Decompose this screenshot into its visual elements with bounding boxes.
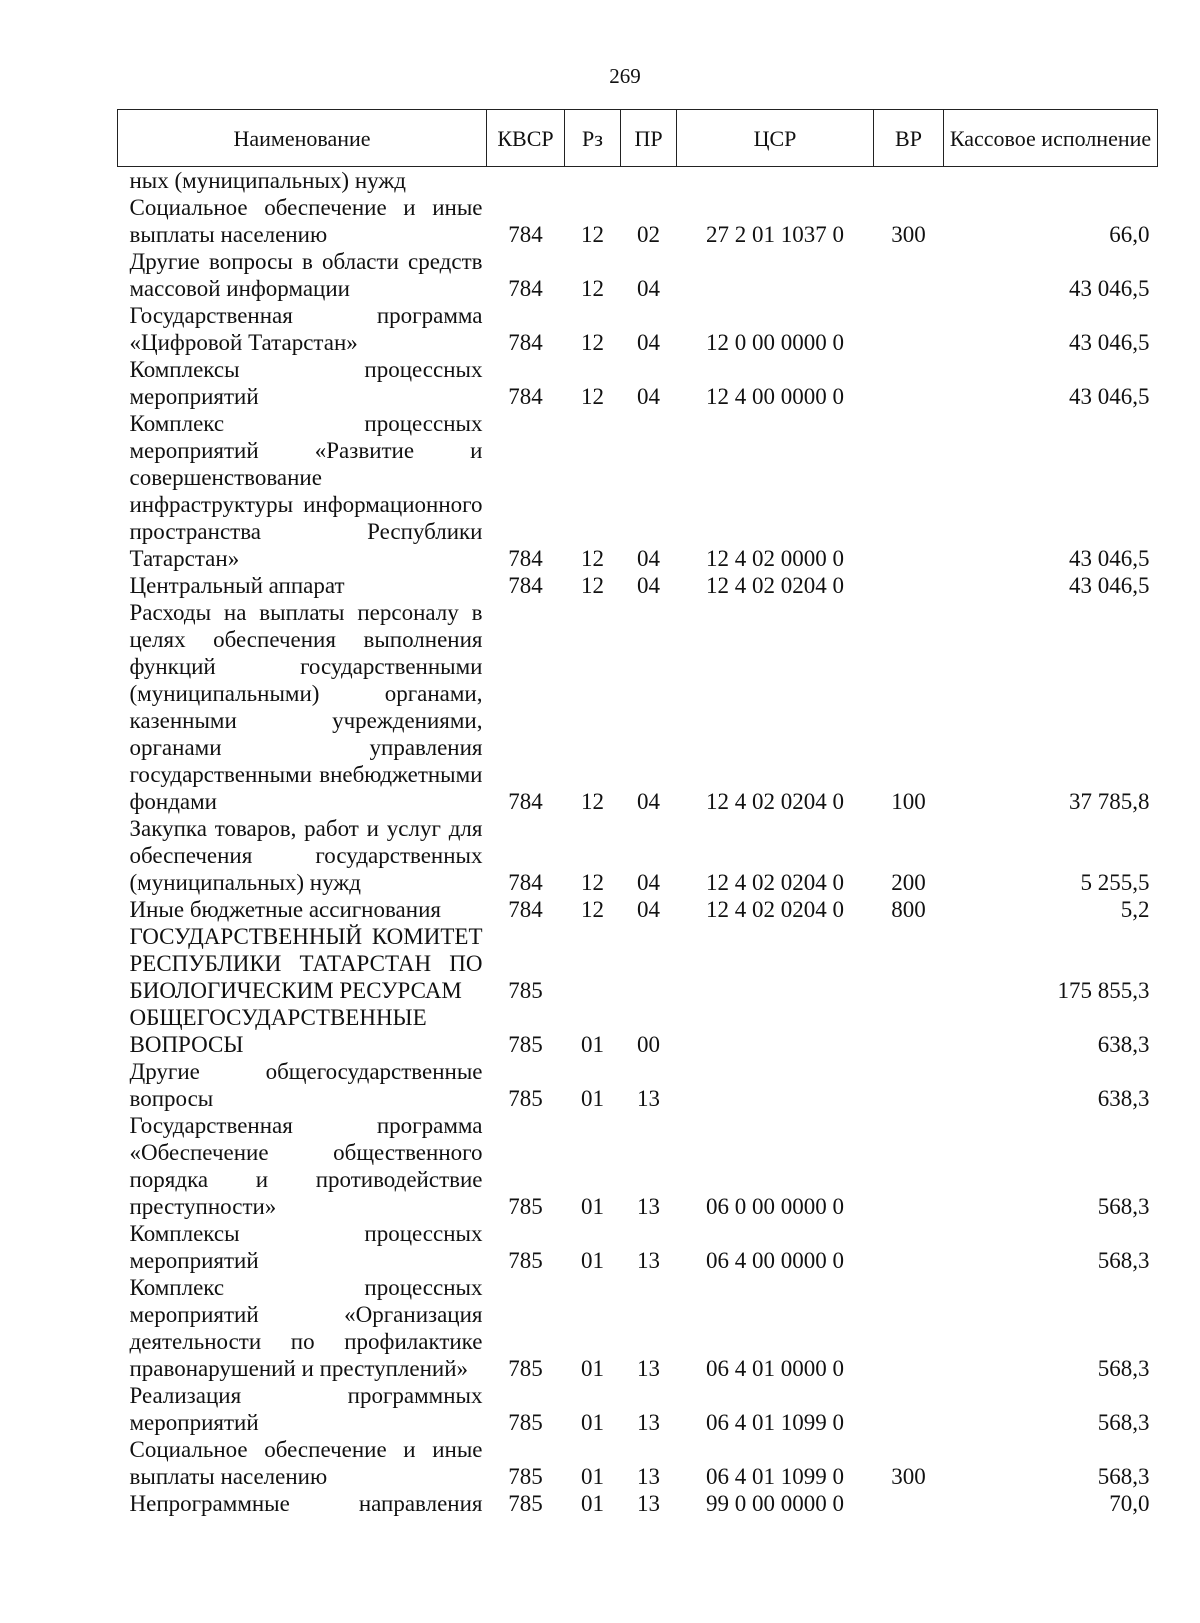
row-rz: 01	[581, 1032, 604, 1057]
table-row	[118, 1058, 1158, 1112]
row-vr: 200	[891, 870, 926, 895]
row-kvsr: 784	[508, 789, 543, 814]
row-kvsr: 785	[508, 1356, 543, 1381]
row-rz: 12	[581, 573, 604, 598]
row-pr: 04	[637, 330, 660, 355]
row-kvsr: 785	[508, 1464, 543, 1489]
row-amount: 638,3	[1097, 1032, 1150, 1057]
row-pr: 13	[637, 1464, 660, 1489]
row-name: ОБЩЕГОСУДАРСТВЕННЫЕ ВОПРОСЫ	[129, 1005, 427, 1057]
row-vr	[874, 1058, 944, 1112]
table-row	[118, 1004, 1158, 1058]
row-pr: 13	[637, 1194, 660, 1219]
row-amount: 638,3	[1097, 1086, 1150, 1111]
row-pr: 02	[637, 222, 660, 247]
page-number: 269	[609, 64, 641, 88]
row-pr: 04	[637, 573, 660, 598]
column-header-vr: ВР	[874, 110, 944, 167]
row-pr: 04	[637, 870, 660, 895]
row-amount: 5 255,5	[1080, 870, 1150, 895]
row-amount: 37 785,8	[1069, 789, 1150, 814]
row-kvsr: 784	[508, 573, 543, 598]
row-kvsr: 785	[508, 1194, 543, 1219]
row-rz: 12	[581, 897, 604, 922]
row-kvsr: 785	[508, 1086, 543, 1111]
row-amount: 43 046,5	[1069, 330, 1150, 355]
row-rz: 01	[581, 1410, 604, 1435]
row-csr: 12 0 00 0000 0	[706, 330, 844, 355]
row-kvsr	[487, 167, 565, 195]
row-pr	[621, 923, 677, 1004]
row-csr: 12 4 02 0204 0	[706, 897, 844, 922]
column-header-csr: ЦСР	[677, 110, 874, 167]
table-row	[118, 194, 1158, 248]
row-vr	[874, 410, 944, 572]
table-row	[118, 815, 1158, 896]
row-amount: 568,3	[1097, 1194, 1150, 1219]
row-amount: 568,3	[1097, 1356, 1150, 1381]
column-header-kvsr: КВСР	[487, 110, 565, 167]
row-csr: 06 4 00 0000 0	[706, 1248, 844, 1273]
column-header-name: Наименование	[118, 110, 487, 167]
row-name: Социальное обеспечение и иные выплаты населению	[129, 195, 483, 247]
row-csr: 06 4 01 0000 0	[706, 1356, 844, 1381]
table-row	[118, 167, 1158, 195]
row-kvsr: 785	[508, 978, 543, 1003]
row-kvsr: 784	[508, 870, 543, 895]
row-pr: 04	[637, 276, 660, 301]
row-kvsr: 784	[508, 897, 543, 922]
row-vr	[874, 1490, 944, 1517]
row-rz: 01	[581, 1356, 604, 1381]
column-header-amount: Кассовое исполнение	[944, 110, 1158, 167]
row-pr: 13	[637, 1086, 660, 1111]
row-csr: 12 4 02 0204 0	[706, 789, 844, 814]
row-csr: 06 4 01 1099 0	[706, 1464, 844, 1489]
row-kvsr: 784	[508, 222, 543, 247]
row-vr: 300	[891, 1464, 926, 1489]
row-name: Социальное обеспечение и иные выплаты населению	[129, 1437, 483, 1489]
row-rz: 01	[581, 1491, 604, 1516]
row-name: Комплексы процессных мероприятий	[129, 1221, 483, 1273]
row-vr: 300	[891, 222, 926, 247]
row-pr: 13	[637, 1248, 660, 1273]
row-kvsr: 784	[508, 276, 543, 301]
row-amount: 5,2	[1120, 897, 1150, 922]
row-amount: 70,0	[1109, 1491, 1150, 1516]
row-rz	[565, 167, 621, 195]
row-name: Расходы на выплаты персоналу в целях обеспечения выполнения функций государственными (муниципальными) органами, казенными учреждениями, органами управления государственными внебюджетными фондами	[129, 600, 483, 814]
row-vr	[874, 1004, 944, 1058]
row-rz: 12	[581, 789, 604, 814]
row-amount: 43 046,5	[1069, 384, 1150, 409]
table-row	[118, 1382, 1158, 1436]
row-name: Государственная программа «Цифровой Татарстан»	[129, 303, 483, 355]
row-csr	[677, 923, 874, 1004]
table-row	[118, 1436, 1158, 1490]
row-pr	[621, 167, 677, 195]
row-pr: 04	[637, 384, 660, 409]
row-kvsr: 785	[508, 1032, 543, 1057]
row-vr: 100	[891, 789, 926, 814]
row-vr	[874, 1220, 944, 1274]
table-header	[118, 110, 1158, 167]
row-rz: 12	[581, 870, 604, 895]
row-rz: 01	[581, 1194, 604, 1219]
table-row	[118, 1220, 1158, 1274]
row-vr	[874, 167, 944, 195]
row-rz: 01	[581, 1248, 604, 1273]
row-pr: 00	[637, 1032, 660, 1057]
table-row	[118, 572, 1158, 599]
table-row	[118, 302, 1158, 356]
row-vr	[874, 1274, 944, 1382]
row-csr	[677, 248, 874, 302]
row-csr: 06 0 00 0000 0	[706, 1194, 844, 1219]
row-csr	[677, 1058, 874, 1112]
row-vr	[874, 572, 944, 599]
row-vr: 800	[891, 897, 926, 922]
row-csr: 06 4 01 1099 0	[706, 1410, 844, 1435]
row-vr	[874, 1382, 944, 1436]
row-csr: 99 0 00 0000 0	[706, 1491, 844, 1516]
row-name: Непрограммные направления	[129, 1491, 483, 1516]
row-amount: 43 046,5	[1069, 546, 1150, 571]
row-pr: 04	[637, 897, 660, 922]
row-kvsr: 785	[508, 1491, 543, 1516]
row-csr: 12 4 02 0204 0	[706, 870, 844, 895]
table-row	[118, 1112, 1158, 1220]
row-kvsr: 784	[508, 384, 543, 409]
row-kvsr: 784	[508, 546, 543, 571]
row-vr	[874, 923, 944, 1004]
row-kvsr: 785	[508, 1410, 543, 1435]
row-vr	[874, 356, 944, 410]
row-name: ных (муниципальных) нужд	[129, 168, 406, 193]
row-rz	[565, 923, 621, 1004]
row-amount: 43 046,5	[1069, 276, 1150, 301]
row-amount	[944, 167, 1158, 195]
row-name: Центральный аппарат	[129, 573, 345, 598]
row-csr	[677, 1004, 874, 1058]
table-row	[118, 1490, 1158, 1517]
row-name: Комплексы процессных мероприятий	[129, 357, 483, 409]
row-pr: 13	[637, 1356, 660, 1381]
row-name: ГОСУДАРСТВЕННЫЙ КОМИТЕТ РЕСПУБЛИКИ ТАТАРСТАН ПО БИОЛОГИЧЕСКИМ РЕСУРСАМ	[129, 924, 483, 1003]
row-name: Государственная программа «Обеспечение общественного порядка и противодействие преступности»	[129, 1113, 483, 1219]
row-csr: 12 4 00 0000 0	[706, 384, 844, 409]
row-rz: 12	[581, 222, 604, 247]
row-vr	[874, 1112, 944, 1220]
row-name: Комплекс процессных мероприятий «Организация деятельности по профилактике правонарушений и преступлений»	[129, 1275, 483, 1381]
row-rz: 01	[581, 1464, 604, 1489]
row-rz: 12	[581, 546, 604, 571]
row-csr: 12 4 02 0000 0	[706, 546, 844, 571]
row-kvsr: 785	[508, 1248, 543, 1273]
row-amount: 568,3	[1097, 1410, 1150, 1435]
row-pr: 13	[637, 1410, 660, 1435]
row-rz: 12	[581, 276, 604, 301]
row-amount: 43 046,5	[1069, 573, 1150, 598]
table-row	[118, 410, 1158, 572]
row-pr: 04	[637, 546, 660, 571]
row-rz: 12	[581, 330, 604, 355]
row-amount: 568,3	[1097, 1248, 1150, 1273]
row-name: Другие вопросы в области средств массовой информации	[129, 249, 483, 301]
column-header-pr: ПР	[621, 110, 677, 167]
table-body	[118, 167, 1158, 1518]
row-amount: 66,0	[1109, 222, 1150, 247]
row-pr: 13	[637, 1491, 660, 1516]
row-vr	[874, 302, 944, 356]
table-row	[118, 1274, 1158, 1382]
row-vr	[874, 248, 944, 302]
row-name: Реализация программных мероприятий	[129, 1383, 483, 1435]
column-header-rz: Рз	[565, 110, 621, 167]
row-rz: 01	[581, 1086, 604, 1111]
table-row	[118, 599, 1158, 815]
row-amount: 568,3	[1097, 1464, 1150, 1489]
row-name: Иные бюджетные ассигнования	[129, 897, 441, 922]
row-rz: 12	[581, 384, 604, 409]
row-csr: 12 4 02 0204 0	[706, 573, 844, 598]
row-csr: 27 2 01 1037 0	[706, 222, 844, 247]
row-pr: 04	[637, 789, 660, 814]
table-row	[118, 248, 1158, 302]
table-row	[118, 356, 1158, 410]
row-csr	[677, 167, 874, 195]
row-amount: 175 855,3	[1057, 978, 1150, 1003]
row-name: Комплекс процессных мероприятий «Развитие и совершенствование инфраструктуры информационного пространства Республики Татарстан»	[129, 411, 483, 571]
table-row	[118, 896, 1158, 923]
row-name: Закупка товаров, работ и услуг для обеспечения государственных (муниципальных) нужд	[129, 816, 483, 895]
row-kvsr: 784	[508, 330, 543, 355]
row-name: Другие общегосударственные вопросы	[129, 1059, 483, 1111]
table-row	[118, 923, 1158, 1004]
budget-execution-table	[117, 109, 1158, 1517]
